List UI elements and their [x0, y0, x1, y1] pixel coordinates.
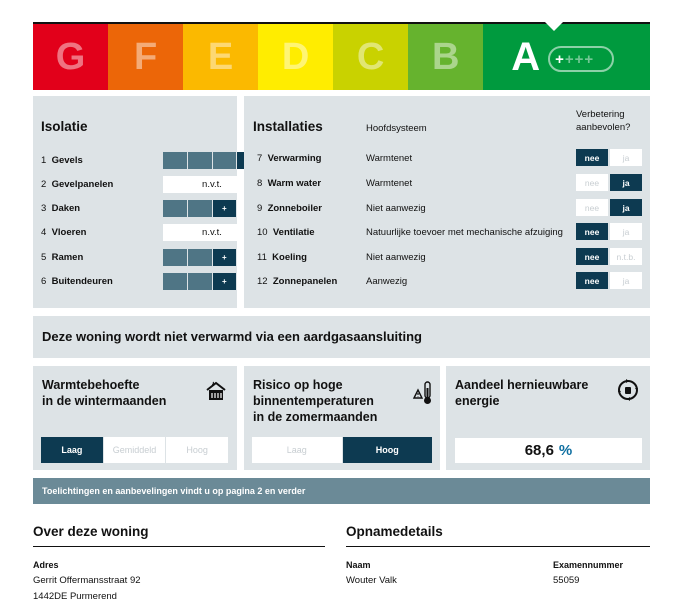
energy-class-b	[408, 24, 483, 90]
risico-title-line2: binnentemperaturen	[253, 394, 374, 408]
plus-active: +	[555, 50, 565, 68]
installatie-system: Warmtenet	[366, 153, 413, 164]
installatie-row-label	[257, 227, 315, 238]
rating-cell	[188, 249, 212, 266]
row-name: Ventilatie	[272, 227, 315, 238]
installatie-system: Aanwezig	[366, 276, 408, 287]
adres-label: Adres	[33, 560, 59, 570]
hernieuwbaar-panel	[446, 366, 650, 470]
toggle-ja: n.t.b.	[610, 248, 642, 265]
installatie-row-label	[257, 252, 307, 263]
verbetering-toggle	[576, 149, 642, 166]
row-number: 9	[257, 203, 263, 214]
over-woning-heading: Over deze woning	[33, 524, 149, 539]
gas-notice-panel	[33, 316, 650, 358]
installatie-system: Warmtenet	[366, 178, 413, 189]
row-name: Daken	[51, 203, 81, 214]
toggle-ja: ja	[610, 223, 642, 240]
row-number: 6	[41, 276, 47, 287]
row-name: Buitendeuren	[51, 276, 113, 287]
energy-class-letter: C	[356, 35, 385, 78]
adres-street: Gerrit Offermansstraat 92	[33, 575, 141, 586]
house-heating-icon	[205, 380, 227, 402]
warmte-option-hoog: Hoog	[165, 437, 228, 463]
energy-class-letter: G	[55, 35, 86, 78]
examen-label: Examennummer	[553, 560, 624, 570]
row-number: 5	[41, 252, 47, 263]
toggle-ja: ja	[610, 272, 642, 289]
toggle-nee: nee	[576, 223, 608, 240]
isolatie-row-label	[41, 227, 86, 238]
row-number: 7	[257, 153, 263, 164]
info-bar-text: Toelichtingen en aanbevelingen vindt u op pagina 2 en verder	[42, 486, 306, 496]
rating-cell	[188, 152, 212, 169]
renewable-cycle-icon	[616, 378, 640, 402]
isolatie-title: Isolatie	[41, 119, 88, 134]
row-number: 3	[41, 203, 47, 214]
energy-class-a	[483, 24, 650, 90]
opname-rule	[346, 546, 650, 547]
rating-cell	[163, 249, 187, 266]
row-name: Gevels	[51, 155, 83, 166]
warmte-title-line1: Warmtebehoefte	[42, 378, 140, 392]
warmte-option-laag: Laag	[41, 437, 103, 463]
info-bar	[33, 478, 650, 504]
rating-cell	[188, 273, 212, 290]
energy-class-letter: D	[281, 35, 310, 78]
row-name: Zonneboiler	[267, 203, 322, 214]
verbetering-toggle	[576, 199, 642, 216]
row-number: 8	[257, 178, 263, 189]
installatie-system: Natuurlijke toevoer met mechanische afzuiging	[366, 227, 563, 238]
toggle-nee: nee	[576, 174, 608, 191]
naam-label: Naam	[346, 560, 371, 570]
hernieuwbaar-unit: %	[558, 442, 573, 459]
rating-cell	[213, 152, 237, 169]
toggle-nee: nee	[576, 248, 608, 265]
isolatie-row-label	[41, 155, 83, 166]
installatie-row-label	[257, 203, 322, 214]
row-number: 10	[257, 227, 268, 238]
rating-cell	[163, 273, 187, 290]
verbetering-toggle	[576, 223, 642, 240]
row-name: Vloeren	[51, 227, 87, 238]
verbetering-toggle	[576, 174, 642, 191]
energy-class-c	[333, 24, 408, 90]
verbetering-header: Verbetering aanbevolen?	[576, 109, 631, 133]
verbetering-toggle	[576, 272, 642, 289]
energy-class-letter: B	[431, 35, 460, 78]
row-number: 1	[41, 155, 47, 166]
hernieuwbaar-title-line1: Aandeel hernieuwbare	[455, 378, 589, 392]
current-class-marker	[545, 22, 563, 31]
hoofdsysteem-header: Hoofdsysteem	[366, 123, 427, 134]
isolatie-row-label	[41, 276, 113, 287]
isolatie-row-label	[41, 203, 80, 214]
risico-level-selector	[252, 437, 432, 463]
verbetering-toggle	[576, 248, 642, 265]
energy-label-bar	[33, 22, 650, 90]
toggle-ja: ja	[610, 149, 642, 166]
energy-class-letter: E	[207, 35, 234, 78]
energy-class-d	[258, 24, 333, 90]
warmte-title-line2: in de wintermaanden	[42, 394, 167, 408]
opname-heading: Opnamedetails	[346, 524, 443, 539]
installatie-row-label	[257, 276, 337, 287]
installatie-system: Niet aanwezig	[366, 203, 426, 214]
risico-option-laag: Laag	[252, 437, 342, 463]
row-number: 4	[41, 227, 47, 238]
rating-cell	[163, 152, 187, 169]
energy-class-letter: A	[511, 34, 541, 79]
energy-class-letter: F	[133, 35, 158, 78]
installatie-row-label	[257, 153, 321, 164]
isolatie-nvt: n.v.t.	[163, 224, 261, 241]
risico-title-line3: in de zomermaanden	[253, 410, 378, 424]
toggle-ja: ja	[610, 199, 642, 216]
toggle-nee: nee	[576, 199, 608, 216]
risico-panel	[244, 366, 440, 470]
installaties-panel	[244, 96, 650, 308]
rating-cell: +	[213, 249, 237, 266]
row-name: Warm water	[267, 178, 322, 189]
installaties-title: Installaties	[253, 119, 323, 134]
row-number: 12	[257, 276, 268, 287]
naam-value: Wouter Valk	[346, 575, 397, 586]
row-number: 2	[41, 179, 47, 190]
row-name: Verwarming	[267, 153, 322, 164]
energy-class-g	[33, 24, 108, 90]
row-name: Ramen	[51, 252, 84, 263]
energy-class-e	[183, 24, 258, 90]
adres-city: 1442DE Purmerend	[33, 591, 117, 601]
plus-rating-pill	[548, 46, 614, 72]
hernieuwbaar-title-line2: energie	[455, 394, 500, 408]
hernieuwbaar-value-box	[455, 438, 642, 463]
row-number: 11	[257, 252, 267, 263]
isolatie-row-label	[41, 252, 83, 263]
isolatie-panel	[33, 96, 237, 308]
thermometer-warning-icon	[412, 380, 434, 406]
rating-cell: +	[213, 273, 237, 290]
plus-rest: +++	[564, 50, 595, 68]
risico-option-hoog: Hoog	[342, 437, 433, 463]
row-name: Gevelpanelen	[51, 179, 114, 190]
energy-class-f	[108, 24, 183, 90]
isolatie-row-label	[41, 179, 113, 190]
warmte-option-gemiddeld: Gemiddeld	[103, 437, 166, 463]
risico-title-line1: Risico op hoge	[253, 378, 343, 392]
warmtebehoefte-panel	[33, 366, 237, 470]
row-name: Koeling	[272, 252, 307, 263]
installatie-row-label	[257, 178, 321, 189]
isolatie-nvt: n.v.t.	[163, 176, 261, 193]
rating-cell	[163, 200, 187, 217]
warmte-level-selector	[41, 437, 228, 463]
over-woning-rule	[33, 546, 325, 547]
toggle-nee: nee	[576, 149, 608, 166]
examen-value: 55059	[553, 575, 580, 586]
rating-cell	[188, 200, 212, 217]
rating-cell: +	[213, 200, 237, 217]
row-name: Zonnepanelen	[272, 276, 338, 287]
toggle-nee: nee	[576, 272, 608, 289]
toggle-ja: ja	[610, 174, 642, 191]
installatie-system: Niet aanwezig	[366, 252, 426, 263]
hernieuwbaar-value: 68,6	[524, 442, 554, 459]
gas-notice-text: Deze woning wordt niet verwarmd via een aardgasaansluiting	[42, 329, 422, 344]
